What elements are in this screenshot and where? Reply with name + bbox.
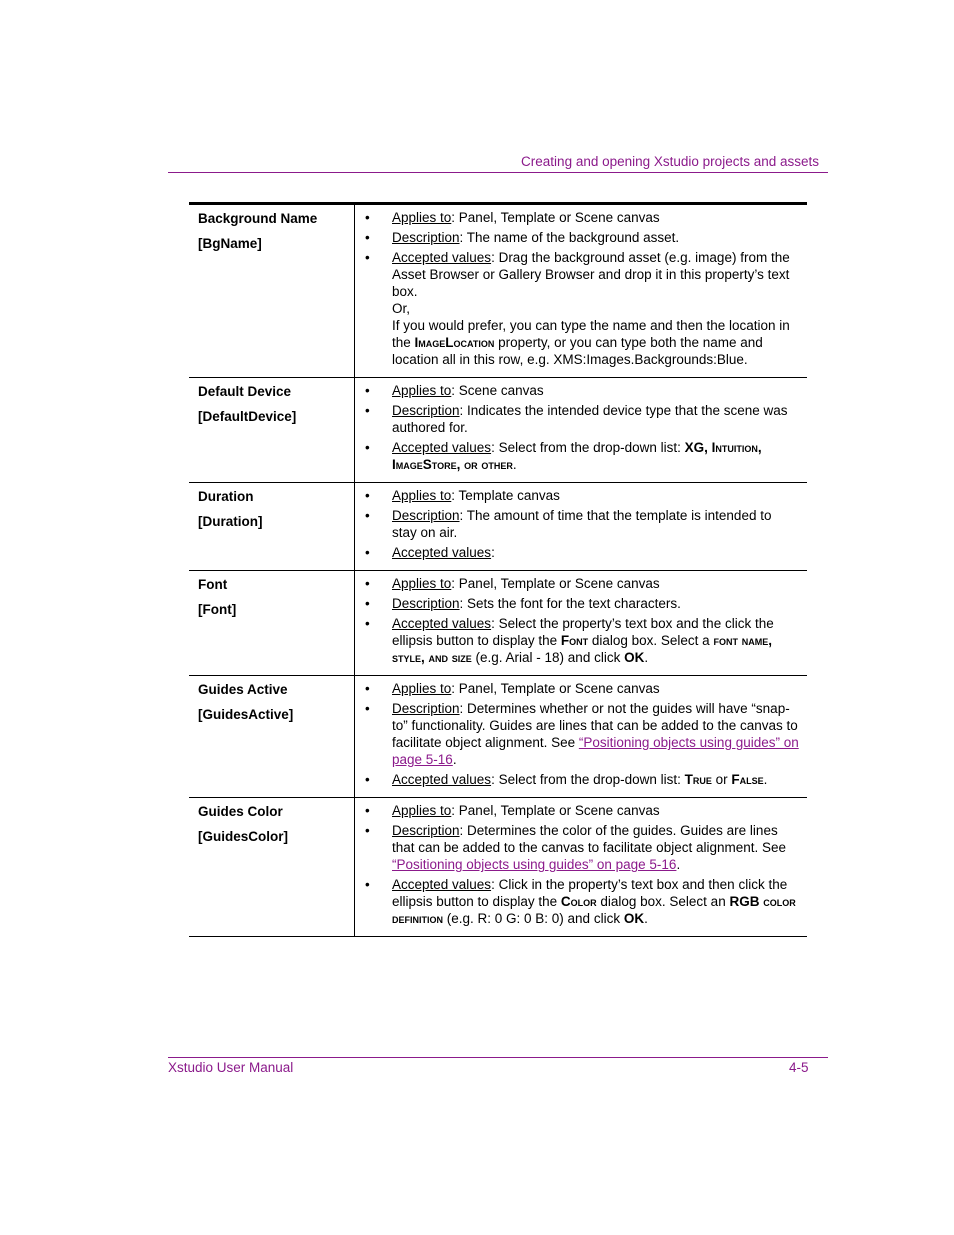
applies-text: : Template canvas — [451, 488, 560, 503]
footer-manual-title: Xstudio User Manual — [168, 1060, 294, 1075]
description-label: Description — [392, 596, 460, 611]
description-item — [365, 595, 799, 612]
property-details-cell — [355, 676, 808, 798]
property-name: Guides Active — [198, 682, 288, 697]
accepted-text-2: dialog box. Select an — [596, 894, 730, 909]
property-key: [Font] — [198, 602, 237, 617]
ok-term: OK — [624, 650, 645, 665]
ui-term-2: font name, style, and size — [392, 633, 772, 665]
rgb-term: RGB — [729, 894, 760, 909]
accepted-text-2: dialog box. Select a — [588, 633, 714, 648]
accepted-text: : — [491, 545, 495, 560]
applies-text: : Scene canvas — [451, 383, 544, 398]
property-name: Font — [198, 577, 228, 592]
applies-item — [365, 802, 799, 819]
description-text: : The name of the background asset. — [459, 230, 680, 245]
table-row — [189, 483, 807, 571]
table-row — [189, 378, 807, 483]
property-details-cell — [355, 483, 808, 571]
accepted-text: : Drag the background asset (e.g. image) from the Asset Browser or Gallery Browser and drop it in this property’s text box. — [392, 250, 790, 299]
accepted-end: . — [644, 650, 649, 665]
footer-rule — [168, 1057, 828, 1058]
applies-label: Applies to — [392, 488, 452, 503]
ui-term: ImageLocation — [414, 335, 495, 350]
property-key: [DefaultDevice] — [198, 409, 297, 424]
description-end: . — [452, 752, 457, 767]
property-details-cell — [355, 571, 808, 676]
property-name-cell — [189, 676, 355, 798]
property-name-cell — [189, 378, 355, 483]
description-label: Description — [392, 508, 460, 523]
header-rule — [168, 172, 828, 173]
property-table — [189, 202, 807, 937]
description-item — [365, 700, 799, 768]
property-name-cell — [189, 204, 355, 378]
ui-term: XG, Intuition, ImageStore, or other — [392, 440, 762, 472]
property-name: Duration — [198, 489, 254, 504]
description-text: : Indicates the intended device type that the scene was authored for. — [392, 403, 788, 435]
applies-item — [365, 487, 799, 504]
ui-term-2: color definition — [392, 894, 796, 926]
ui-term-2: False — [731, 772, 764, 787]
applies-label: Applies to — [392, 576, 452, 591]
accepted-label: Accepted values — [392, 877, 492, 892]
property-name-cell — [189, 798, 355, 937]
applies-label: Applies to — [392, 803, 452, 818]
description-item — [365, 402, 799, 436]
ui-term: True — [684, 772, 712, 787]
applies-item — [365, 209, 799, 226]
description-text: : Determines the color of the guides. Guides are lines that can be added to the canvas to facilitate object alignment. See — [392, 823, 787, 855]
page-number: 4-5 — [789, 1060, 809, 1075]
ok-term: OK — [623, 911, 645, 926]
accepted-text: : Click in the property’s text box and then click the ellipsis button to display the — [392, 877, 788, 909]
applies-label: Applies to — [392, 210, 452, 225]
accepted-text-3: (e.g. R: 0 G: 0 B: 0) and click — [443, 911, 624, 926]
property-name: Default Device — [198, 384, 292, 399]
property-name: Background Name — [198, 211, 318, 226]
property-name-cell — [189, 571, 355, 676]
table-row — [189, 798, 807, 937]
accepted-item — [365, 876, 799, 927]
description-item — [365, 507, 799, 541]
property-details-cell — [355, 204, 808, 378]
accepted-text-2: or — [711, 772, 732, 787]
accepted-item — [365, 249, 799, 368]
applies-item — [365, 382, 799, 399]
applies-text: : Panel, Template or Scene canvas — [451, 576, 660, 591]
applies-text: : Panel, Template or Scene canvas — [451, 210, 660, 225]
accepted-text: : Select the property’s text box and the click the ellipsis button to display the — [392, 616, 774, 648]
accepted-alt-text-2: property, or you can type both the name and location all in this row, e.g. XMS:Images.Backgrounds:Blue. — [392, 335, 763, 367]
description-text: : Sets the font for the text characters. — [459, 596, 681, 611]
accepted-or: Or, — [392, 301, 411, 316]
property-key: [BgName] — [198, 236, 262, 251]
applies-item — [365, 680, 799, 697]
accepted-text-3: (e.g. Arial - 18) and click — [471, 650, 625, 665]
positioning-guides-link[interactable]: “Positioning objects using guides” on page 5-16 — [392, 857, 677, 872]
applies-label: Applies to — [392, 383, 452, 398]
accepted-label: Accepted values — [392, 250, 492, 265]
applies-text: : Panel, Template or Scene canvas — [451, 681, 660, 696]
accepted-item — [365, 771, 799, 788]
description-end: . — [676, 857, 681, 872]
property-key: [Duration] — [198, 514, 263, 529]
accepted-label: Accepted values — [392, 545, 492, 560]
description-text: : The amount of time that the template is intended to stay on air. — [392, 508, 772, 540]
applies-text: : Panel, Template or Scene canvas — [451, 803, 660, 818]
applies-item — [365, 575, 799, 592]
table-row — [189, 571, 807, 676]
description-label: Description — [392, 230, 460, 245]
accepted-item — [365, 615, 799, 666]
description-text: : Determines whether or not the guides will have “snap-to” functionality. Guides are lines that can be added to the canvas to facilitate object alignment. See — [392, 701, 798, 750]
description-label: Description — [392, 823, 460, 838]
description-label: Description — [392, 701, 460, 716]
applies-label: Applies to — [392, 681, 452, 696]
property-name-cell — [189, 483, 355, 571]
description-label: Description — [392, 403, 460, 418]
table-row — [189, 204, 807, 378]
accepted-alt-text: If you would prefer, you can type the name and then the location in the — [392, 318, 790, 350]
property-details-cell — [355, 378, 808, 483]
accepted-item — [365, 544, 799, 561]
property-details-cell — [355, 798, 808, 937]
accepted-item — [365, 439, 799, 473]
table-row — [189, 676, 807, 798]
accepted-alt — [392, 317, 799, 368]
accepted-label: Accepted values — [392, 440, 492, 455]
property-key: [GuidesActive] — [198, 707, 294, 722]
accepted-label: Accepted values — [392, 616, 492, 631]
accepted-text: : Select from the drop-down list: — [491, 772, 685, 787]
running-header: Creating and opening Xstudio projects and assets — [521, 154, 819, 169]
property-name: Guides Color — [198, 804, 283, 819]
ui-term: Font — [560, 633, 589, 648]
accepted-label: Accepted values — [392, 772, 492, 787]
property-key: [GuidesColor] — [198, 829, 288, 844]
accepted-end: . — [763, 772, 768, 787]
ui-term: Color — [560, 894, 597, 909]
description-item — [365, 229, 799, 246]
description-item — [365, 822, 799, 873]
accepted-end: . — [644, 911, 648, 926]
accepted-end: . — [512, 457, 517, 472]
positioning-guides-link[interactable]: “Positioning objects using guides” on page 5-16 — [392, 735, 799, 767]
accepted-text: : Select from the drop-down list: — [491, 440, 685, 455]
